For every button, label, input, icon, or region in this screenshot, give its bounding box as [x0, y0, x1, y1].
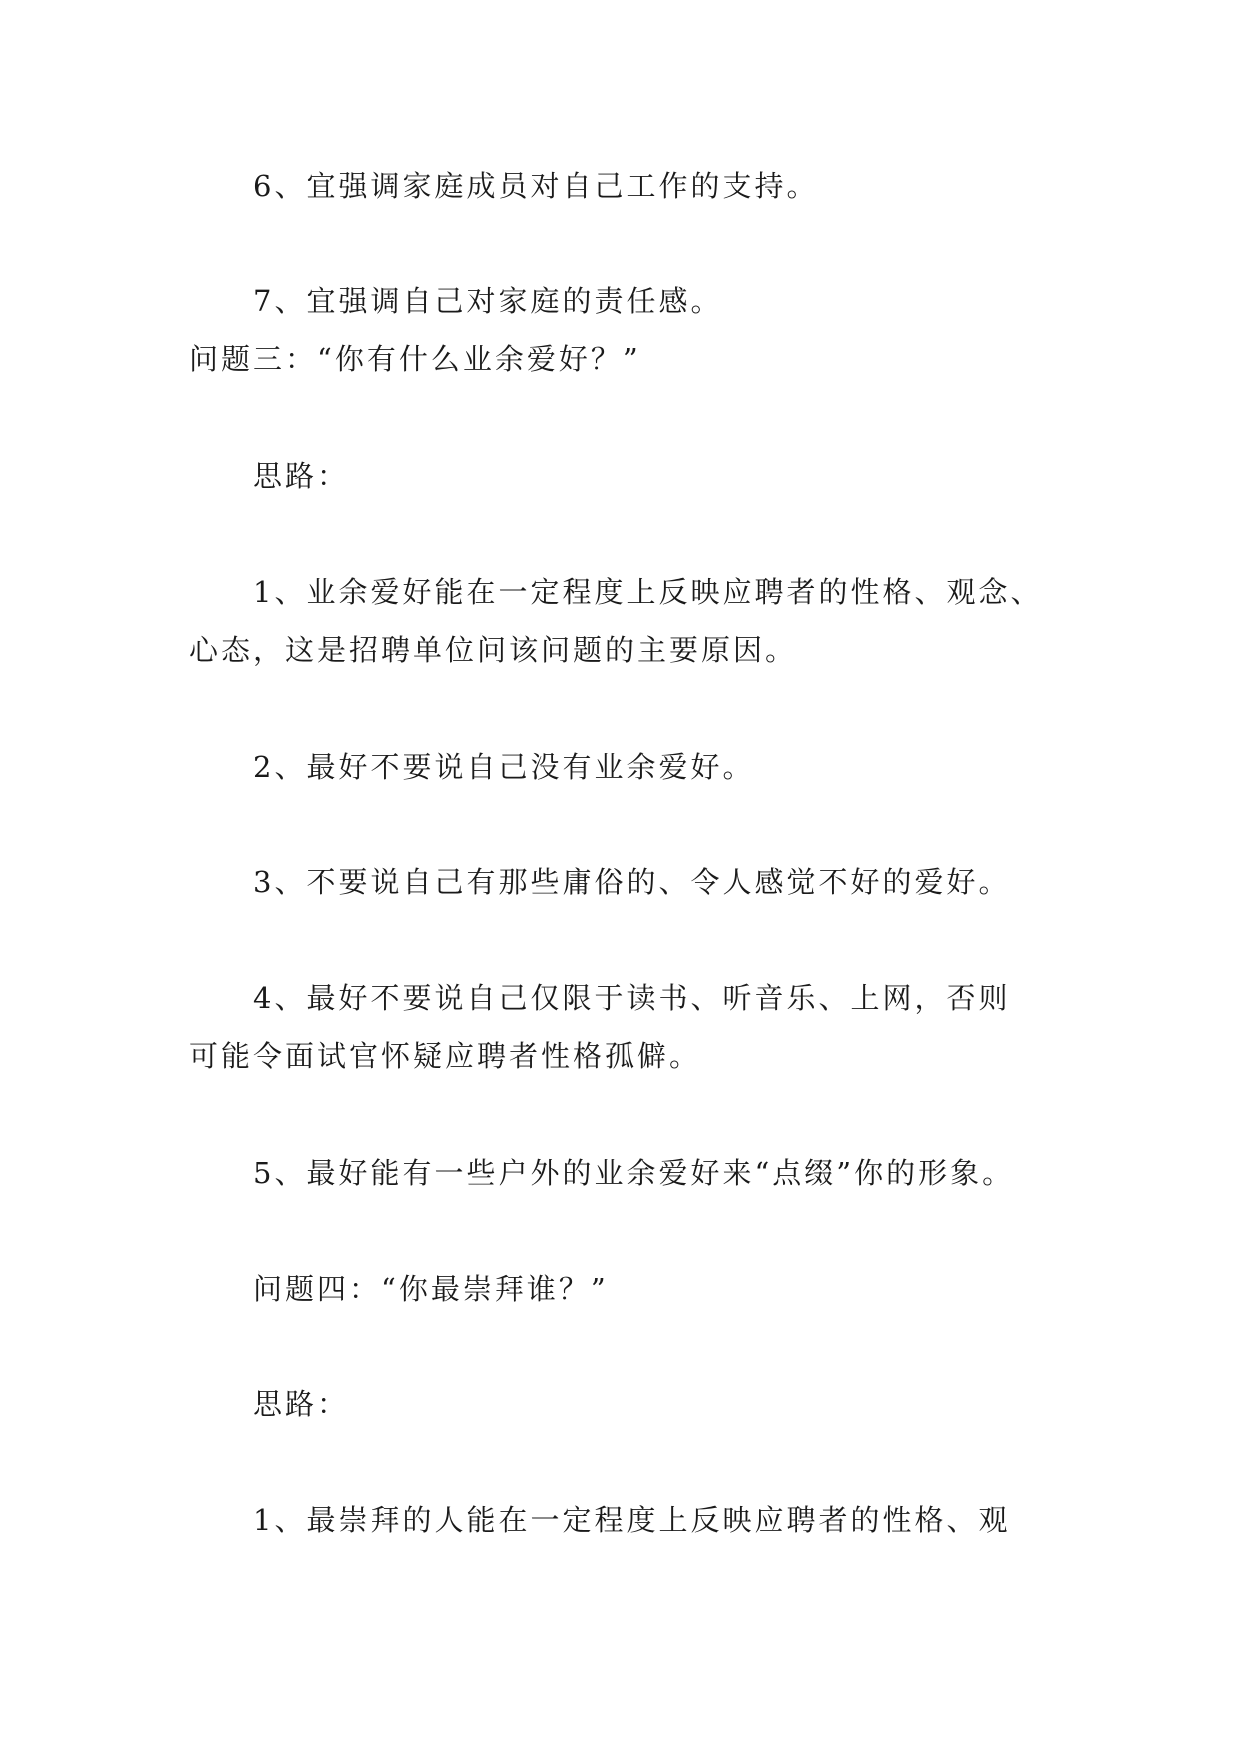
paragraph-5: 5、最好能有一些户外的业余爱好来“点缀”你的形象。 [253, 1156, 1015, 1190]
question-four-heading: 问题四：“你最崇拜谁？” [253, 1272, 609, 1306]
paragraph-6: 1、最崇拜的人能在一定程度上反映应聘者的性格、观 [253, 1503, 1011, 1537]
question-three-heading: 问题三：“你有什么业余爱好？” [189, 342, 641, 376]
paragraph-4-line-2: 可能令面试官怀疑应聘者性格孤僻。 [189, 1039, 702, 1073]
paragraph-3: 3、不要说自己有那些庸俗的、令人感觉不好的爱好。 [253, 865, 1011, 899]
paragraph-1-line-2: 心态，这是招聘单位问该问题的主要原因。 [189, 633, 798, 667]
list-item-6: 6、宜强调家庭成员对自己工作的支持。 [253, 169, 819, 203]
approach-label: 思路： [253, 459, 350, 493]
list-item-7: 7、宜强调自己对家庭的责任感。 [253, 284, 723, 318]
paragraph-2: 2、最好不要说自己没有业余爱好。 [253, 750, 755, 784]
approach-label-2: 思路： [253, 1387, 350, 1421]
paragraph-4-line-1: 4、最好不要说自己仅限于读书、听音乐、上网，否则 [253, 981, 1011, 1015]
paragraph-1-line-1: 1、业余爱好能在一定程度上反映应聘者的性格、观念、 [253, 575, 1043, 609]
